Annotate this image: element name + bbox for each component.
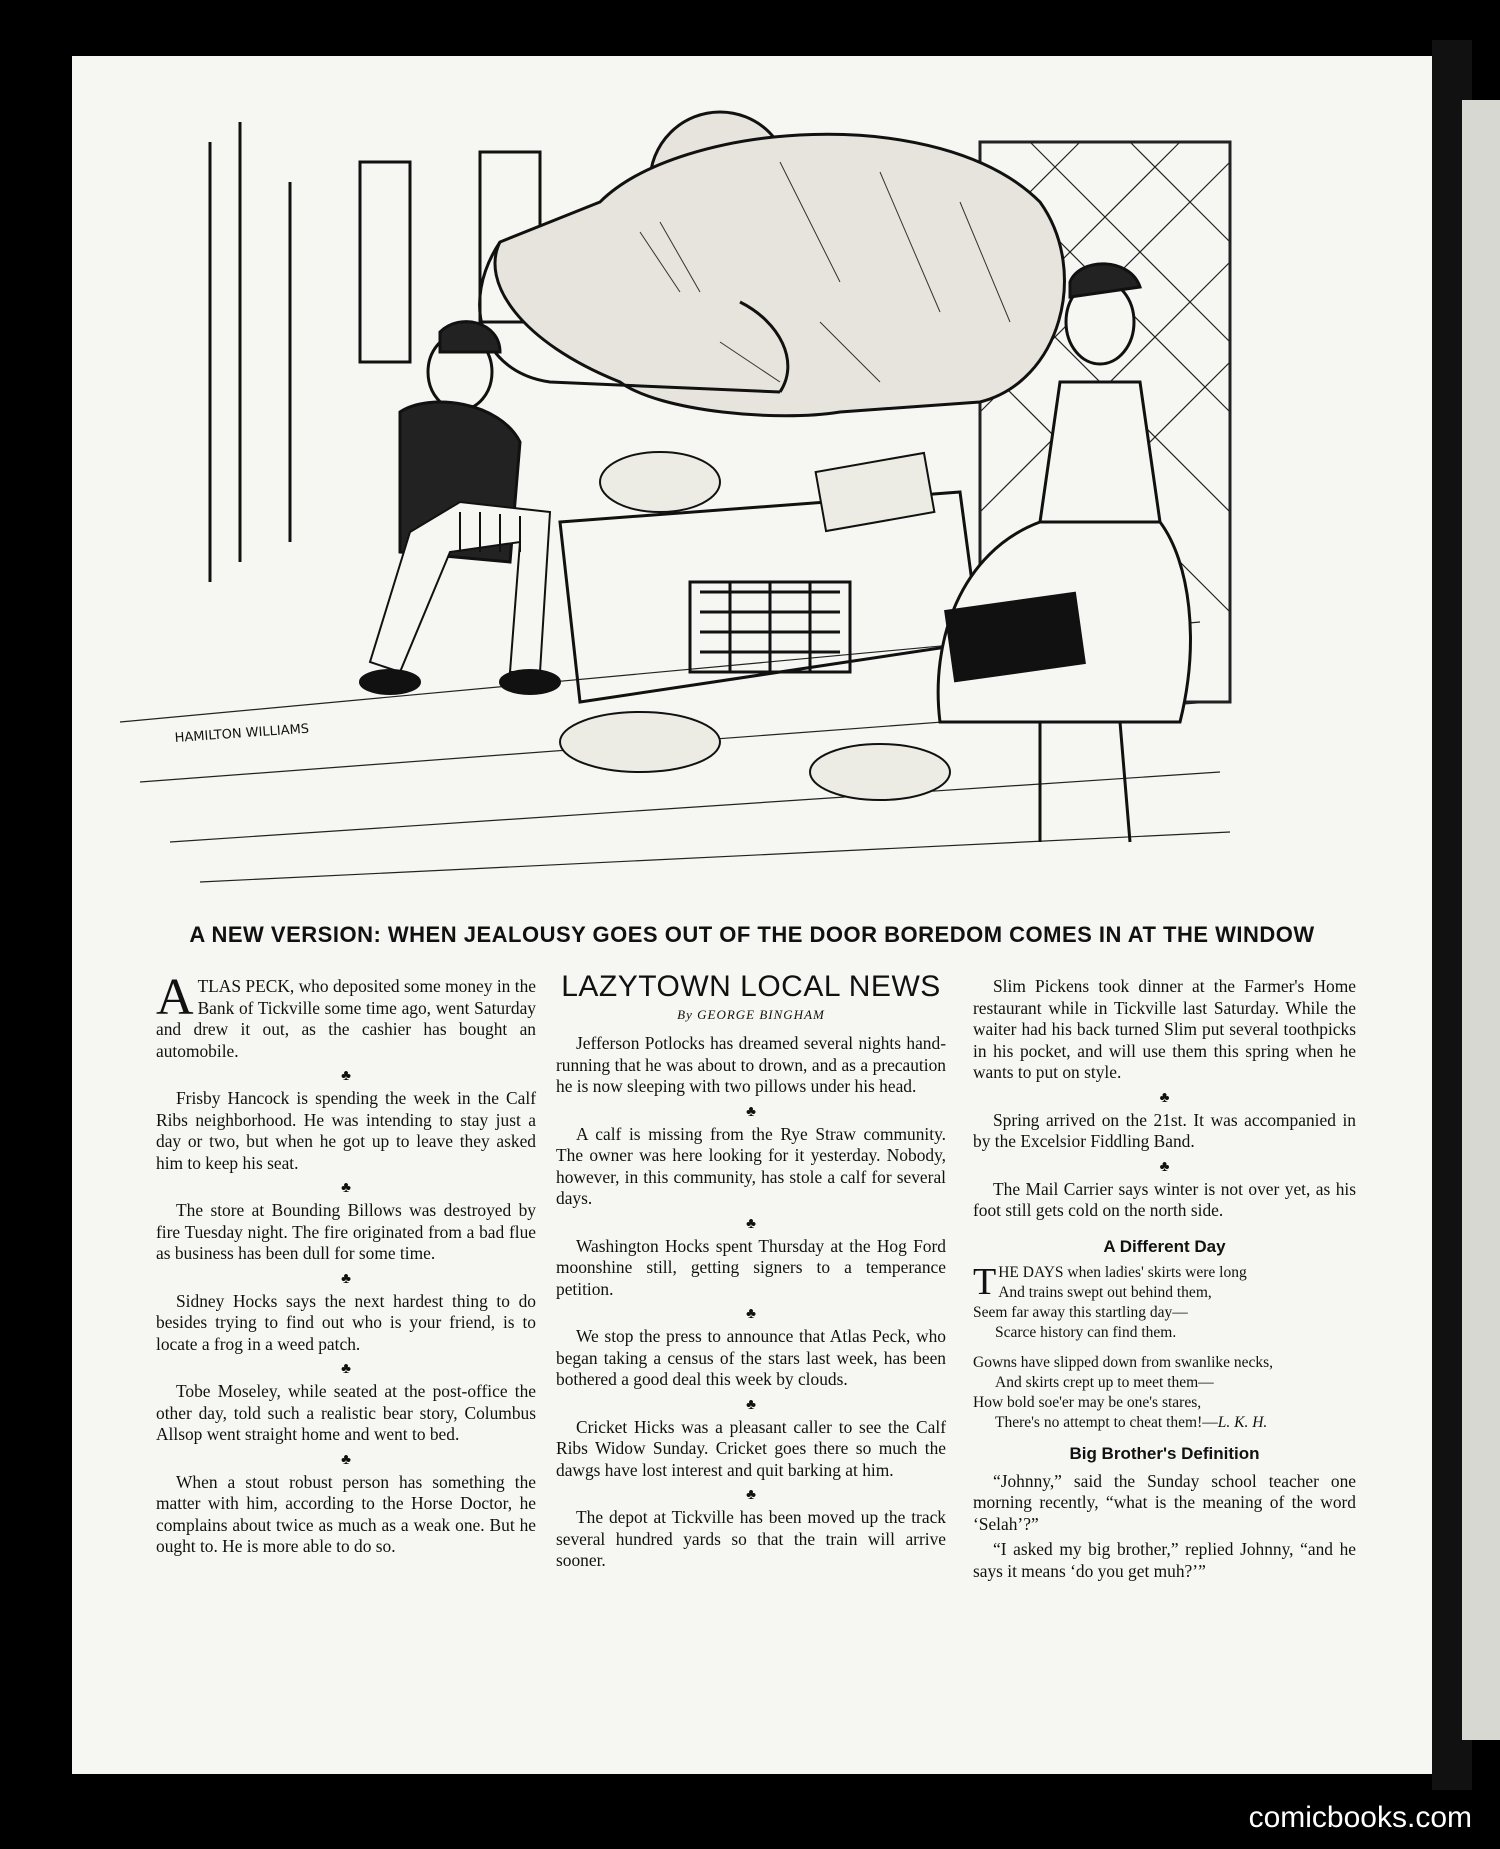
ornament-icon: ♣: [746, 1487, 756, 1503]
poem-credit: L. K. H.: [1217, 1414, 1268, 1431]
lead-smallcaps: TLAS PECK,: [197, 976, 295, 996]
ornament-icon: ♣: [746, 1103, 756, 1120]
news-item: The Mail Carrier says winter is not over yet, as his foot still gets cold on the north side.: [973, 1178, 1356, 1220]
anecdote-title: Big Brother's Definition: [1069, 1444, 1260, 1463]
poem-drop-cap: T: [973, 1261, 997, 1303]
news-item: A calf is missing from the Rye Straw community. The owner was here looking for it yesterday. Nobody, however, in this community, has stole a calf for several days.: [556, 1123, 946, 1208]
column-middle: [556, 970, 946, 1576]
ornament-icon: ♣: [341, 1451, 351, 1468]
news-item: Frisby Hancock is spending the week in the Calf Ribs neighborhood. He was intending to stay just a day or two, but when he got up to leave they asked him to keep his seat.: [156, 1088, 536, 1173]
artist-signature: HAMILTON WILLIAMS: [174, 721, 310, 746]
column-left: [156, 969, 536, 1562]
ornament-icon: ♣: [1159, 1089, 1170, 1106]
poem-line-caps: HE DAYS: [998, 1264, 1064, 1281]
lead-text: who deposited some money in the Bank of Tickville some time ago, went Saturday and drew it out, as the cashier has bought an automobile.: [156, 976, 536, 1061]
drop-cap: A: [156, 969, 194, 1026]
poem-line: when ladies' skirts were long: [1063, 1264, 1247, 1281]
news-item: The depot at Tickville has been moved up the track several hundred yards so that the train will arrive sooner.: [556, 1507, 946, 1570]
news-item: We stop the press to announce that Atlas Peck, who began taking a census of the stars last week, has been bothered a good deal this week by clouds.: [556, 1326, 946, 1389]
news-item: Sidney Hocks says the next hardest thing to do besides trying to find out who is your friend, is to locate a frog in a weed patch.: [156, 1290, 536, 1354]
ornament-icon: ♣: [746, 1396, 756, 1413]
news-item: Cricket Hicks was a pleasant caller to see the Calf Ribs Widow Sunday. Cricket goes there so much the dawgs have lost interest and quit barking at him.: [556, 1416, 946, 1480]
ornament-icon: ♣: [746, 1306, 756, 1322]
ornament-icon: ♣: [341, 1068, 351, 1084]
cartoon-illustration: [80, 82, 1255, 892]
ornament-icon: ♣: [341, 1361, 351, 1377]
poem-line: Gowns have slipped down from swanlike necks,: [973, 1354, 1274, 1371]
news-item: When a stout robust person has something the matter with him, according to the Horse Doctor, he complains about twice as much as a weak one. But he ought to. He is more able to do so.: [156, 1471, 536, 1556]
ornament-icon: ♣: [746, 1215, 756, 1232]
facing-page-edge: [1462, 100, 1500, 1740]
ornament-icon: ♣: [341, 1270, 351, 1287]
poem-line: Scarce history can find them.: [995, 1324, 1177, 1341]
lead-paragraph: [156, 969, 536, 1062]
poem-line: And trains swept out behind them,: [998, 1284, 1212, 1301]
site-watermark: comicbooks.com: [1248, 1801, 1472, 1834]
section-headline: LAZYTOWN LOCAL NEWS: [561, 970, 941, 1003]
poem-stanza-1: [973, 1263, 1356, 1343]
news-item: Washington Hocks spent Thursday at the Hog Ford moonshine still, getting signers to a temperance petition.: [556, 1235, 946, 1299]
news-item: Tobe Moseley, while seated at the post-office the other day, told such a realistic bear story, Columbus Allsop went straight home and went to bed.: [156, 1381, 536, 1444]
illustration-caption: A NEW VERSION: WHEN JEALOUSY GOES OUT OF THE DOOR BOREDOM COMES IN AT THE WINDOW: [189, 922, 1315, 947]
ornament-icon: ♣: [341, 1180, 351, 1196]
byline: By GEORGE BINGHAM: [677, 1006, 825, 1022]
anecdote-paragraph: “Johnny,” said the Sunday school teacher one morning recently, “what is the meaning of the word ‘Selah’?”: [973, 1470, 1356, 1534]
poem-line: There's no attempt to cheat them!—: [995, 1414, 1218, 1431]
news-item: Spring arrived on the 21st. It was accompanied in by the Excelsior Fiddling Band.: [973, 1109, 1356, 1151]
poem-stanza-2: [973, 1353, 1356, 1433]
anecdote-paragraph: “I asked my big brother,” replied Johnny, “and he says it means ‘do you get muh?’”: [973, 1539, 1356, 1581]
poem-title: A Different Day: [1103, 1236, 1226, 1256]
column-right: [973, 976, 1356, 1586]
poem-line: And skirts crept up to meet them—: [995, 1374, 1214, 1391]
news-item: Slim Pickens took dinner at the Farmer's Home restaurant while in Tickville last Saturday. While the waiter had his back turned Slim put several toothpicks in his pocket, and will use them this spring when he wants to put on style.: [973, 976, 1356, 1082]
poem-line: Seem far away this startling day—: [973, 1304, 1188, 1321]
ornament-icon: ♣: [1159, 1158, 1170, 1175]
news-item: The store at Bounding Billows was destroyed by fire Tuesday night. The fire originated from a bad flue as business has been dull for some time.: [156, 1200, 536, 1263]
poem-line: How bold soe'er may be one's stares,: [973, 1394, 1202, 1411]
news-item: Jefferson Potlocks has dreamed several nights hand-running that he was about to drown, and as a precaution he is now sleeping with two pillows under his head.: [556, 1033, 946, 1096]
